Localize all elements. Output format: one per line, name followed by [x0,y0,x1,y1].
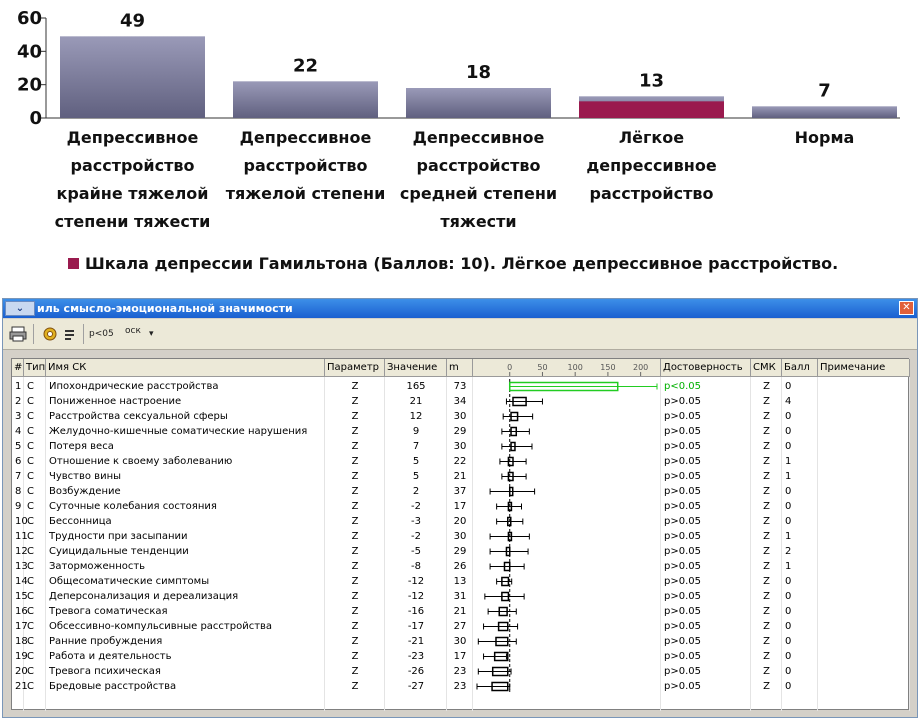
cell-signif: p>0.05 [664,576,701,587]
column-header-value[interactable]: Значение [385,359,447,377]
column-header-note[interactable]: Примечание [818,359,910,377]
bar [406,88,551,118]
bar-value-label: 13 [638,70,665,92]
legend-swatch [68,258,79,269]
bar-value-label: 18 [465,62,492,83]
category-label-line: средней степени [399,184,558,203]
cell-num: 13 [15,561,28,572]
bar [60,36,205,118]
cell-m: 26 [453,561,467,572]
cell-score: 0 [785,381,792,392]
cell-num: 6 [15,456,22,467]
table-row[interactable] [12,679,910,694]
cell-m: 20 [453,516,467,527]
chart-legend [68,254,838,273]
cell-score: 0 [785,651,792,662]
cell-value: 165 [406,381,426,392]
category-label [394,124,564,236]
bar-value-label: 22 [292,55,319,77]
table-row[interactable] [12,484,910,499]
profile-plot [473,359,661,711]
bar [233,81,378,118]
cell-name: Расстройства сексуальной сферы [49,411,228,422]
cell-signif: p>0.05 [664,426,701,437]
cell-m: 17 [453,501,467,512]
table-row[interactable] [12,649,910,664]
cell-m: 34 [453,396,467,407]
cell-param: Z [351,561,359,572]
cell-signif: p>0.05 [664,471,701,482]
column-header-param[interactable]: Параметр [325,359,385,377]
cell-value: 5 [412,456,420,467]
plot-axis-label: 100 [567,363,583,372]
plot-axis-label: 50 [537,363,548,372]
cell-smk: Z [763,546,770,557]
category-label-line: Депрессивное [239,128,372,147]
close-icon[interactable]: ✕ [899,301,914,315]
plot-axis-label: 200 [632,363,649,372]
cell-score: 1 [785,531,792,542]
cell-param: Z [351,546,359,557]
cell-param: Z [351,411,359,422]
cell-name: Деперсонализация и дереализация [49,591,239,602]
cell-name: Суицидальные тенденции [49,546,189,557]
cell-score: 0 [785,426,792,437]
cell-param: Z [351,396,359,407]
cell-name: Бессонница [49,516,112,527]
cell-score: 4 [785,396,792,407]
cell-score: 0 [785,591,792,602]
cell-score: 0 [785,621,792,632]
cell-m: 29 [453,546,467,557]
cell-m: 21 [453,606,467,617]
cell-m: 30 [453,441,467,452]
table-row[interactable] [12,664,910,679]
column-header-m[interactable]: m [447,359,473,377]
cell-num: 17 [15,621,28,632]
table-row[interactable] [12,499,910,514]
column-header-smk[interactable]: СМК [751,359,782,377]
cell-smk: Z [763,516,770,527]
cell-signif: p>0.05 [664,621,701,632]
cell-type: C [27,486,34,497]
cell-m: 13 [453,576,467,587]
gear-icon[interactable] [41,325,59,343]
cell-name: Тревога соматическая [49,606,168,617]
cell-name: Обсессивно-компульсивные расстройства [49,621,273,632]
cell-smk: Z [763,471,770,482]
cell-name: Потеря веса [49,441,114,452]
cell-value: -21 [407,636,425,647]
cell-name: Заторможенность [49,561,146,572]
cell-name: Желудочно-кишечные соматические нарушения [49,426,308,437]
cell-num: 16 [15,606,28,617]
chevron-down-icon[interactable]: ⌄ [5,301,35,316]
cell-m: 27 [453,621,467,632]
cell-param: Z [351,666,359,677]
cell-value: 21 [409,396,423,407]
cell-smk: Z [763,501,770,512]
cell-num: 2 [15,396,22,407]
cell-signif: p>0.05 [664,606,701,617]
cell-type: C [27,651,34,662]
cell-num: 10 [15,516,28,527]
cell-m: 23 [453,666,467,677]
cell-num: 1 [15,381,22,392]
cell-value: -2 [411,501,421,512]
cell-m: 30 [453,531,467,542]
column-header-type[interactable]: Тип [24,359,46,377]
cell-signif: p>0.05 [664,501,701,512]
category-label [567,124,737,208]
cell-param: Z [351,516,359,527]
cell-num: 12 [15,546,28,557]
bar-value-label: 49 [119,10,146,32]
cell-value: 12 [409,411,423,422]
table-row[interactable] [12,619,910,634]
cell-smk: Z [763,531,770,542]
cell-type: C [27,561,34,572]
cell-param: Z [351,621,359,632]
column-header-num[interactable]: # [12,359,24,377]
cell-name: Общесоматические симптомы [49,576,210,587]
cell-type: C [27,411,34,422]
cell-score: 0 [785,441,792,452]
table-row[interactable] [12,439,910,454]
cell-num: 4 [15,426,22,437]
toolbar-separator [33,324,34,344]
cell-value: -2 [411,531,421,542]
cell-num: 7 [15,471,22,482]
cell-signif: p>0.05 [664,486,701,497]
cell-signif: p>0.05 [664,546,701,557]
cell-type: C [27,621,34,632]
cell-score: 0 [785,636,792,647]
cell-name: Суточные колебания состояния [49,501,217,512]
y-tick-label: 0 [29,108,42,129]
cell-smk: Z [763,681,770,692]
category-label-line: крайне тяжелой [56,184,209,203]
category-label [740,124,910,152]
y-tick-label: 40 [16,41,42,63]
cell-smk: Z [763,486,770,497]
cell-smk: Z [763,381,770,392]
table-row[interactable] [12,574,910,589]
table-row[interactable] [12,379,910,394]
cell-type: C [27,381,34,392]
cell-smk: Z [763,441,770,452]
cell-type: C [27,606,34,617]
toolbar [3,319,917,350]
cell-smk: Z [763,636,770,647]
cell-score: 0 [785,576,792,587]
cell-value: -12 [407,576,425,587]
bar-highlight [579,101,724,118]
cell-smk: Z [763,651,770,662]
category-label-line: расстройство [243,156,368,175]
category-label-line: Норма [794,128,855,147]
cell-signif: p>0.05 [664,681,701,692]
category-label-line: тяжелой степени [225,184,386,203]
list-icon[interactable] [63,325,77,343]
cell-type: C [27,576,34,587]
window-titlebar[interactable] [3,299,917,318]
cell-param: Z [351,426,359,437]
cell-score: 0 [785,411,792,422]
table-row[interactable] [12,514,910,529]
category-label [48,124,218,236]
toolbar-separator [83,324,84,344]
cell-num: 20 [15,666,28,677]
cell-signif: p>0.05 [664,591,701,602]
cell-m: 17 [453,651,467,662]
category-label-line: Депрессивное [66,128,199,147]
p-level-button[interactable]: p<05 [89,329,114,339]
cell-value: 7 [412,441,420,452]
category-label-line: степени тяжести [54,212,211,231]
cell-param: Z [351,576,359,587]
cell-m: 29 [453,426,467,437]
table-row[interactable] [12,589,910,604]
cell-num: 9 [15,501,22,512]
cell-name: Ипохондрические расстройства [49,381,219,392]
legend-text: Шкала депрессии Гамильтона (Баллов: 10). Лёгкое депрессивное расстройство. [85,254,839,273]
cell-smk: Z [763,396,770,407]
cell-value: -27 [407,681,425,692]
cell-param: Z [351,636,359,647]
cell-value: -23 [407,651,425,662]
column-header-signif[interactable]: Достоверность [661,359,751,377]
cell-smk: Z [763,621,770,632]
cell-type: C [27,456,34,467]
category-label-line: расстройство [416,156,541,175]
cell-signif: p>0.05 [664,441,701,452]
cell-type: C [27,546,34,557]
cell-param: Z [351,471,359,482]
cell-type: C [27,501,34,512]
cell-num: 14 [15,576,28,587]
category-label-line: тяжести [440,212,517,231]
cell-signif: p>0.05 [664,636,701,647]
cell-name: Тревога психическая [49,666,161,677]
cell-type: C [27,426,34,437]
cell-score: 2 [785,546,792,557]
table-row[interactable] [12,544,910,559]
cell-name: Пониженное настроение [49,396,182,407]
cell-type: C [27,681,34,692]
cell-score: 0 [785,486,792,497]
cell-param: Z [351,681,359,692]
cell-name: Бредовые расстройства [49,681,177,692]
category-label-line: депрессивное [586,156,717,175]
cell-m: 22 [453,456,467,467]
table-row[interactable] [12,454,910,469]
osk-button[interactable]: оск [125,326,141,336]
cell-smk: Z [763,456,770,467]
cell-param: Z [351,486,359,497]
cell-value: 9 [412,426,420,437]
cell-m: 73 [453,381,467,392]
cell-num: 11 [15,531,28,542]
table-row[interactable] [12,559,910,574]
cell-param: Z [351,501,359,512]
window-title: иль смысло-эмоциональной значимости [37,302,293,315]
table-row[interactable] [12,604,910,619]
cell-num: 8 [15,486,22,497]
cell-num: 3 [15,411,22,422]
cell-value: -17 [407,621,425,632]
cell-name: Чувство вины [49,471,122,482]
cell-num: 18 [15,636,28,647]
category-label-line: Лёгкое [618,128,685,147]
bar-value-label: 7 [818,80,831,102]
table-row[interactable] [12,634,910,649]
cell-m: 23 [453,681,467,692]
cell-num: 19 [15,651,28,662]
category-label-line: Депрессивное [412,128,545,147]
printer-icon[interactable] [9,325,29,343]
cell-value: 2 [412,486,420,497]
cell-type: C [27,531,34,542]
cell-param: Z [351,591,359,602]
results-table [11,358,909,710]
cell-score: 1 [785,471,792,482]
cell-type: C [27,396,34,407]
cell-param: Z [351,381,359,392]
cell-score: 0 [785,666,792,677]
cell-smk: Z [763,411,770,422]
cell-name: Трудности при засыпании [49,531,188,542]
cell-score: 0 [785,516,792,527]
cell-type: C [27,471,34,482]
column-header-name[interactable]: Имя СК [46,359,325,377]
cell-score: 0 [785,681,792,692]
cell-smk: Z [763,591,770,602]
cell-signif: p<0.05 [664,381,701,392]
cell-value: -12 [407,591,425,602]
cell-signif: p>0.05 [664,651,701,662]
cell-param: Z [351,531,359,542]
bar [752,106,897,118]
cell-name: Ранние пробуждения [49,636,163,647]
cell-value: -5 [411,546,421,557]
category-label-line: расстройство [70,156,195,175]
category-label [221,124,391,208]
table-row[interactable] [12,409,910,424]
cell-score: 0 [785,501,792,512]
cell-type: C [27,516,34,527]
table-row[interactable] [12,424,910,439]
cell-value: -3 [411,516,421,527]
cell-smk: Z [763,666,770,677]
category-label-line: расстройство [589,184,714,203]
cell-type: C [27,666,34,677]
cell-score: 1 [785,561,792,572]
table-row[interactable] [12,394,910,409]
cell-name: Отношение к своему заболеванию [49,456,233,467]
cell-m: 21 [453,471,467,482]
cell-signif: p>0.05 [664,456,701,467]
cell-signif: p>0.05 [664,666,701,677]
cell-value: 5 [412,471,420,482]
cell-smk: Z [763,606,770,617]
cell-num: 5 [15,441,22,452]
cell-type: C [27,591,34,602]
cell-param: Z [351,441,359,452]
cell-m: 37 [453,486,467,497]
cell-name: Работа и деятельность [49,651,172,662]
cell-name: Возбуждение [49,486,121,497]
cell-m: 31 [453,591,467,602]
cell-value: -26 [407,666,425,677]
cell-type: C [27,441,34,452]
cell-param: Z [351,606,359,617]
cell-value: -8 [411,561,421,572]
table-row[interactable] [12,469,910,484]
y-tick-label: 20 [16,74,42,96]
y-tick-label: 60 [16,8,42,29]
cell-smk: Z [763,576,770,587]
column-header-score[interactable]: Балл [782,359,818,377]
cell-param: Z [351,651,359,662]
cell-type: C [27,636,34,647]
cell-smk: Z [763,426,770,437]
cell-signif: p>0.05 [664,411,701,422]
cell-signif: p>0.05 [664,561,701,572]
cell-value: -16 [407,606,425,617]
cell-num: 15 [15,591,28,602]
cell-m: 30 [453,411,467,422]
cell-param: Z [351,456,359,467]
cell-signif: p>0.05 [664,516,701,527]
profile-window [2,298,918,718]
cell-signif: p>0.05 [664,531,701,542]
table-row[interactable] [12,529,910,544]
cell-smk: Z [763,561,770,572]
cell-signif: p>0.05 [664,396,701,407]
cell-score: 1 [785,456,792,467]
plot-axis-label: 0 [507,363,513,372]
plot-axis-label: 150 [600,363,616,372]
cell-num: 21 [15,681,28,692]
cell-score: 0 [785,606,792,617]
cell-m: 30 [453,636,467,647]
caret-down-icon[interactable]: ▾ [149,329,154,339]
